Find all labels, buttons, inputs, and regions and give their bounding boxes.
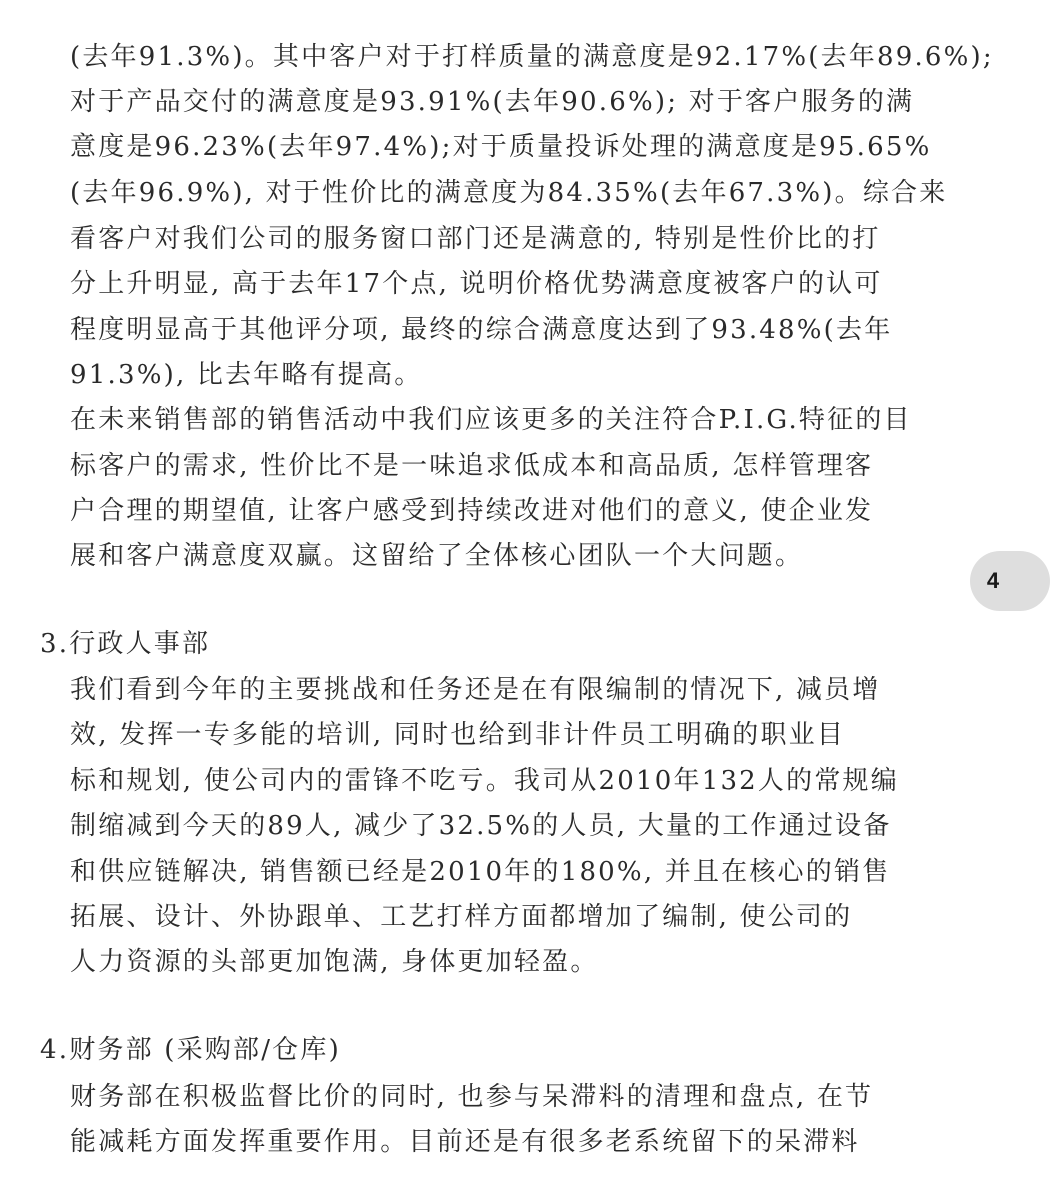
page-number: 4 [986,568,1000,593]
section-heading-finance: 4.财务部 (采购部/仓库) [40,1035,341,1065]
paragraph-line: 制缩减到今天的89人, 减少了32.5%的人员, 大量的工作通过设备 [70,811,892,841]
paragraph-line: 效, 发挥一专多能的培训, 同时也给到非计件员工明确的职业目 [70,720,846,750]
paragraph-line: (去年91.3%)。其中客户对于打样质量的满意度是92.17%(去年89.6%); [70,42,994,72]
paragraph-line: 和供应链解决, 销售额已经是2010年的180%, 并且在核心的销售 [70,857,891,887]
paragraph-line: 拓展、设计、外协跟单、工艺打样方面都增加了编制, 使公司的 [70,902,853,932]
paragraph-line: 展和客户满意度双赢。这留给了全体核心团队一个大问题。 [70,541,804,571]
paragraph-line: 程度明显高于其他评分项, 最终的综合满意度达到了93.48%(去年 [70,315,893,345]
paragraph-line: 我们看到今年的主要挑战和任务还是在有限编制的情况下, 减员增 [70,675,881,705]
paragraph-line: 人力资源的头部更加饱满, 身体更加轻盈。 [70,947,599,977]
section-heading-admin-hr: 3.行政人事部 [40,629,211,659]
paragraph-line: 意度是96.23%(去年97.4%);对于质量投诉处理的满意度是95.65% [70,132,932,162]
paragraph-line: 对于产品交付的满意度是93.91%(去年90.6%); 对于客户服务的满 [70,87,915,117]
paragraph-line: 标和规划, 使公司内的雷锋不吃亏。我司从2010年132人的常规编 [70,766,899,796]
paragraph-line: 标客户的需求, 性价比不是一味追求低成本和高品质, 怎样管理客 [70,451,874,481]
page-number-tab [970,551,1050,611]
paragraph-line: 户合理的期望值, 让客户感受到持续改进对他们的意义, 使企业发 [70,496,874,526]
paragraph-line: 91.3%), 比去年略有提高。 [70,360,423,390]
paragraph-line: 分上升明显, 高于去年17个点, 说明价格优势满意度被客户的认可 [70,269,883,299]
paragraph-line: 财务部在积极监督比价的同时, 也参与呆滞料的清理和盘点, 在节 [70,1082,874,1112]
paragraph-line: 在未来销售部的销售活动中我们应该更多的关注符合P.I.G.特征的目 [70,405,912,435]
paragraph-line: 能减耗方面发挥重要作用。目前还是有很多老系统留下的呆滞料 [70,1127,860,1157]
paragraph-line: (去年96.9%), 对于性价比的满意度为84.35%(去年67.3%)。综合来 [70,178,948,208]
paragraph-line: 看客户对我们公司的服务窗口部门还是满意的, 特别是性价比的打 [70,224,881,254]
